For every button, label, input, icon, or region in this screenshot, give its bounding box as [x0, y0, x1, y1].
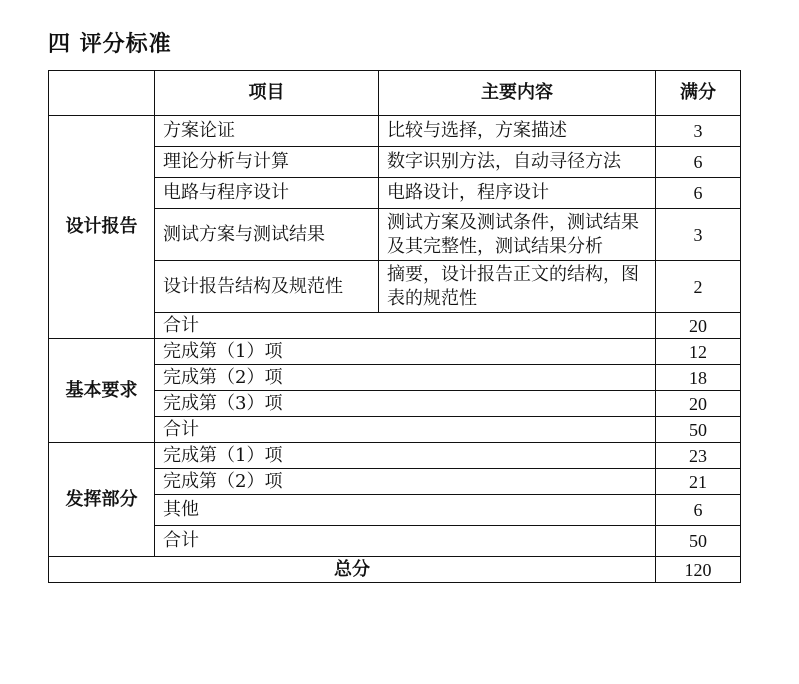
row-item: 设计报告结构及规范性	[155, 261, 379, 313]
total-label: 总分	[49, 557, 656, 583]
subtotal-label: 合计	[155, 313, 656, 339]
table-row	[49, 443, 741, 469]
header-content: 主要内容	[379, 71, 656, 116]
row-score: 3	[656, 209, 741, 261]
row-content: 比较与选择，方案描述	[379, 116, 656, 147]
row-content: 测试方案及测试条件，测试结果及其完整性，测试结果分析	[379, 209, 656, 261]
page-title: 四 评分标准	[48, 32, 172, 57]
subtotal-value: 50	[656, 417, 741, 443]
row-item: 电路与程序设计	[155, 178, 379, 209]
category-basic: 基本要求	[49, 339, 155, 443]
subtotal-value: 50	[656, 526, 741, 557]
row-item: 完成第（1）项	[155, 339, 656, 365]
scoring-table	[48, 70, 741, 583]
row-score: 21	[656, 469, 741, 495]
total-row	[49, 557, 741, 583]
row-item: 其他	[155, 495, 656, 526]
row-score: 6	[656, 147, 741, 178]
row-score: 12	[656, 339, 741, 365]
row-item: 完成第（2）项	[155, 469, 656, 495]
row-item: 完成第（2）项	[155, 365, 656, 391]
row-content: 摘要，设计报告正文的结构，图表的规范性	[379, 261, 656, 313]
header-empty-cell	[49, 71, 155, 116]
subtotal-value: 20	[656, 313, 741, 339]
row-score: 20	[656, 391, 741, 417]
table-row	[49, 339, 741, 365]
header-score: 满分	[656, 71, 741, 116]
header-item: 项目	[155, 71, 379, 116]
category-extension: 发挥部分	[49, 443, 155, 557]
subtotal-label: 合计	[155, 417, 656, 443]
row-item: 完成第（1）项	[155, 443, 656, 469]
row-item: 方案论证	[155, 116, 379, 147]
row-score: 6	[656, 178, 741, 209]
row-item: 完成第（3）项	[155, 391, 656, 417]
row-score: 6	[656, 495, 741, 526]
row-item: 测试方案与测试结果	[155, 209, 379, 261]
row-score: 2	[656, 261, 741, 313]
row-content: 电路设计，程序设计	[379, 178, 656, 209]
table-header-row	[49, 71, 741, 116]
row-item: 理论分析与计算	[155, 147, 379, 178]
subtotal-label: 合计	[155, 526, 656, 557]
row-score: 18	[656, 365, 741, 391]
row-score: 23	[656, 443, 741, 469]
row-content: 数字识别方法，自动寻径方法	[379, 147, 656, 178]
row-score: 3	[656, 116, 741, 147]
category-report: 设计报告	[49, 116, 155, 339]
table-row	[49, 116, 741, 147]
total-value: 120	[656, 557, 741, 583]
